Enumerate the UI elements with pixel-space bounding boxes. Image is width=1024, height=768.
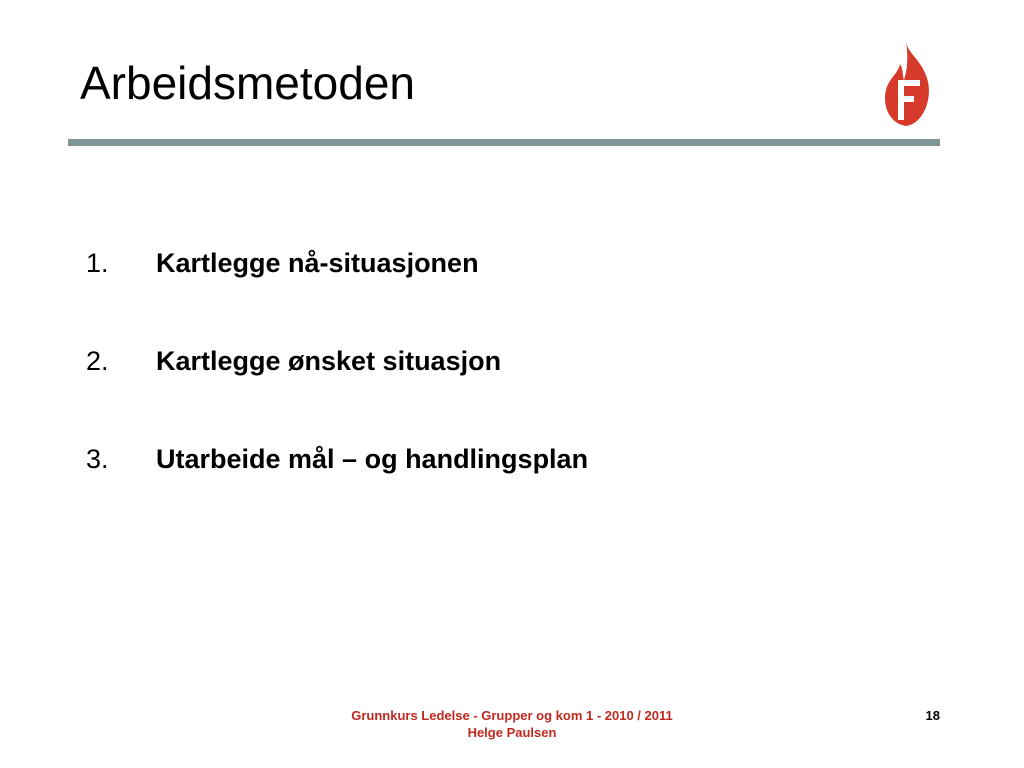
slide-title: Arbeidsmetoden bbox=[80, 57, 415, 109]
footer-author-line: Helge Paulsen bbox=[467, 724, 557, 740]
list-item-number: 3. bbox=[86, 444, 109, 474]
list-item-number: 2. bbox=[86, 346, 109, 376]
footer bbox=[312, 708, 712, 742]
title-divider bbox=[68, 139, 940, 146]
page-number: 18 bbox=[925, 708, 940, 723]
list-item bbox=[86, 346, 588, 444]
footer-course-line: Grunnkurs Ledelse - Grupper og kom 1 - 2010 / 2011 bbox=[351, 708, 673, 723]
flame-f-logo-icon bbox=[878, 40, 936, 128]
numbered-list bbox=[86, 248, 588, 542]
list-item bbox=[86, 248, 588, 346]
list-item bbox=[86, 444, 588, 542]
list-item-text: Kartlegge nå-situasjonen bbox=[156, 248, 479, 278]
list-item-text: Utarbeide mål – og handlingsplan bbox=[156, 444, 589, 474]
list-item-number: 1. bbox=[86, 248, 109, 278]
list-item-text: Kartlegge ønsket situasjon bbox=[156, 346, 502, 376]
